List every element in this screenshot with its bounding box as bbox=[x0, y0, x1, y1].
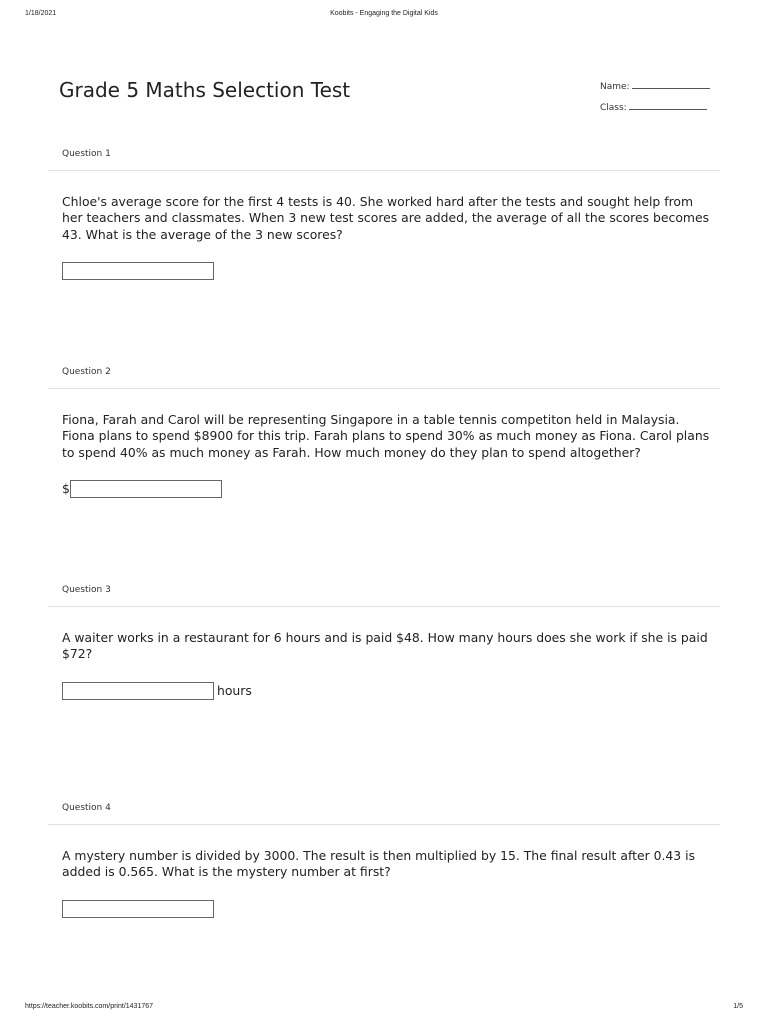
answer-row bbox=[48, 262, 720, 280]
question-1 bbox=[48, 148, 720, 280]
question-text: Chloe's average score for the first 4 tests is 40. She worked hard after the tests and sought help from her teachers and classmates. When 3 new test scores are added, the average of all the scores becomes 43. What is the average of the 3 new scores? bbox=[62, 194, 710, 242]
page-title: Grade 5 Maths Selection Test bbox=[59, 78, 351, 102]
name-label: Name: bbox=[600, 82, 630, 92]
question-label: Question 3 bbox=[48, 584, 720, 607]
question-label: Question 1 bbox=[48, 148, 720, 171]
name-field bbox=[600, 80, 710, 92]
answer-input[interactable] bbox=[62, 262, 214, 280]
print-url: https://teacher.koobits.com/print/1431767 bbox=[25, 1003, 154, 1010]
answer-input[interactable] bbox=[62, 682, 214, 700]
question-text: Fiona, Farah and Carol will be representing Singapore in a table tennis competiton held in Malaysia. Fiona plans to spend $8900 for this trip. Farah plans to spend 30% as much money as Fiona. Carol plans to spend 40% as much money as Farah. How much money do they plan to spend altogether? bbox=[62, 412, 710, 460]
answer-input[interactable] bbox=[70, 480, 222, 498]
question-3 bbox=[48, 584, 720, 700]
print-site-title: Koobits - Engaging the Digital Kids bbox=[330, 10, 438, 17]
question-4 bbox=[48, 802, 720, 918]
class-label: Class: bbox=[600, 103, 627, 113]
question-text: A waiter works in a restaurant for 6 hours and is paid $48. How many hours does she work if she is paid $72? bbox=[62, 630, 708, 662]
page-number: 1/5 bbox=[733, 1003, 743, 1010]
question-label: Question 2 bbox=[48, 366, 720, 389]
answer-suffix: hours bbox=[217, 683, 252, 699]
class-field bbox=[600, 101, 707, 113]
question-text: A mystery number is divided by 3000. The result is then multiplied by 15. The final result after 0.43 is added is 0.565. What is the mystery number at first? bbox=[62, 848, 696, 880]
print-date: 1/18/2021 bbox=[25, 10, 57, 17]
answer-input[interactable] bbox=[62, 900, 214, 918]
print-header bbox=[0, 10, 768, 22]
name-blank-line bbox=[632, 80, 710, 89]
answer-row bbox=[48, 480, 720, 498]
answer-row bbox=[48, 900, 720, 918]
answer-row bbox=[48, 682, 720, 700]
answer-prefix: $ bbox=[62, 481, 70, 497]
question-label: Question 4 bbox=[48, 802, 720, 825]
class-blank-line bbox=[629, 101, 707, 110]
question-2 bbox=[48, 366, 720, 498]
